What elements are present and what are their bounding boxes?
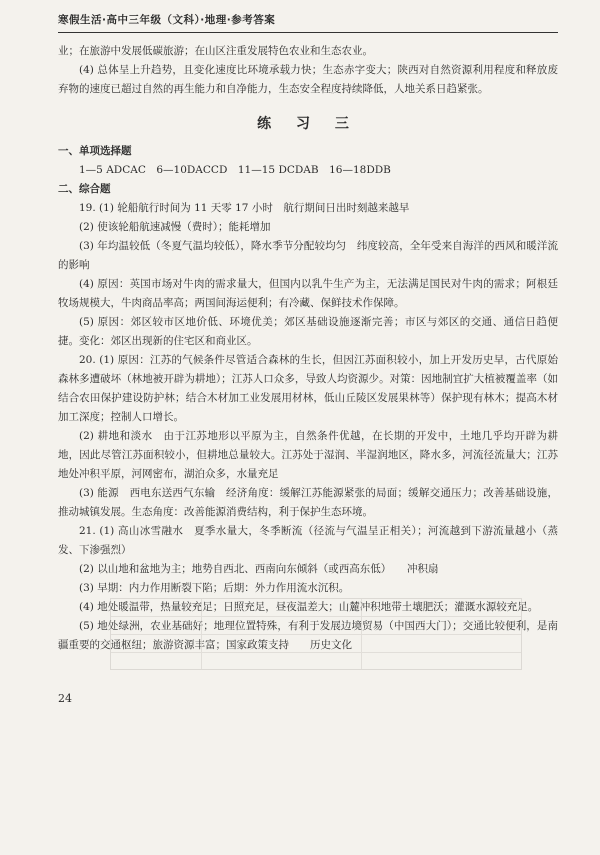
table-row (111, 617, 521, 635)
section-heading: 二、综合题 (58, 183, 111, 195)
answer-paragraph: (4) 原因：英国市场对牛肉的需求量大，但国内以乳牛生产为主，无法满足国民对牛肉的需求；阿根廷牧场规模大，牛肉商品率高；两国间海运便利；有冷藏、保鲜技术作保障。 (58, 278, 558, 309)
intro-paragraph: (4) 总体呈上升趋势，且变化速度比环境承载力快；生态赤字变大；陕西对自然资源利用程度和释放废弃物的速度已超过自然的再生能力和自净能力，生态安全程度持续降低，人地关系日趋紧张。 (58, 64, 558, 95)
answer-paragraph: 20. (1) 原因：江苏的气候条件尽管适合森林的生长，但因江苏面积较小，加上开发历史早，古代原始森林多遭破坏（林地被开辟为耕地）；江苏人口众多，导致人均资源少。对策：因地制宜扩大植被覆盖率（如结合农田保护建设防护林；结合木材加工业发展用材林，低山丘陵区发展果林等）保护现有林木；提高木材加工深度；控制人口增长。 (58, 354, 558, 423)
running-header: 寒假生活·高中三年级（文科）·地理·参考答案 (58, 12, 558, 33)
section-heading: 一、单项选择题 (58, 145, 132, 157)
answer-paragraph: (5) 原因：郊区较市区地价低、环境优美；郊区基础设施逐渐完善；市区与郊区的交通、通信日趋便捷。变化：郊区出现新的住宅区和商业区。 (58, 316, 558, 347)
answer-content (58, 42, 558, 655)
exercise-title: 练 习 三 (257, 116, 359, 132)
answer-paragraph: (2) 使该轮船航速减慢（费时）；能耗增加 (79, 221, 271, 233)
intro-paragraph: 业；在旅游中发展低碳旅游；在山区注重发展特色农业和生态农业。 (58, 45, 373, 57)
answer-paragraph: (3) 能源 西电东送西气东输 经济角度：缓解江苏能源紧张的局面；缓解交通压力；改善基础设施，推动城镇发展。生态角度：改善能源消费结构，利于保护生态环境。 (58, 487, 558, 518)
page-number: 24 (58, 692, 72, 705)
answer-paragraph: (2) 以山地和盆地为主；地势自西北、西南向东倾斜（或西高东低） 冲积扇 (79, 563, 439, 575)
answer-paragraph: 21. (1) 高山冰雪融水 夏季水量大，冬季断流（径流与气温呈正相关）；河流越到下游流量越小（蒸发、下渗强烈） (58, 525, 558, 556)
answer-paragraph: (3) 年均温较低（冬夏气温均较低），降水季节分配较均匀 纬度较高，全年受来自海洋的西风和暖洋流的影响 (58, 240, 558, 271)
table-divider (201, 599, 202, 669)
answer-paragraph: 19. (1) 轮船航行时间为 11 天零 17 小时 航行期间日出时刻越来越早 (79, 202, 410, 214)
table-divider (361, 599, 362, 669)
table-row (111, 599, 521, 617)
answer-paragraph: (2) 耕地和淡水 由于江苏地形以平原为主，自然条件优越，在长期的开发中，土地几乎均开辟为耕地，因此尽管江苏面积较小，但耕地总量较大。江苏处于湿润、半湿润地区，降水多，河流径流量大；江苏地处冲积平原，河网密布，湖泊众多，水量充足 (58, 430, 558, 480)
choice-answers: 1—5 ADCAC 6—10DACCD 11—15 DCDAB 16—18DDB (79, 164, 391, 176)
answer-paragraph: (5) 地处绿洲，农业基础好；地理位置特殊，有利于发展边境贸易（中国西大门）；交通比较便利，是南疆重要的交通枢纽；旅游资源丰富；国家政策支持 历史文化 (58, 620, 558, 651)
answer-paragraph: (3) 早期：内力作用断裂下陷；后期：外力作用流水沉积。 (79, 582, 350, 594)
answer-paragraph: (4) 地处暖温带，热量较充足；日照充足，昼夜温差大；山麓冲积地带土壤肥沃；灌溉水源较充足。 (79, 601, 539, 613)
bleed-through-table (110, 598, 522, 670)
table-row (111, 635, 521, 653)
